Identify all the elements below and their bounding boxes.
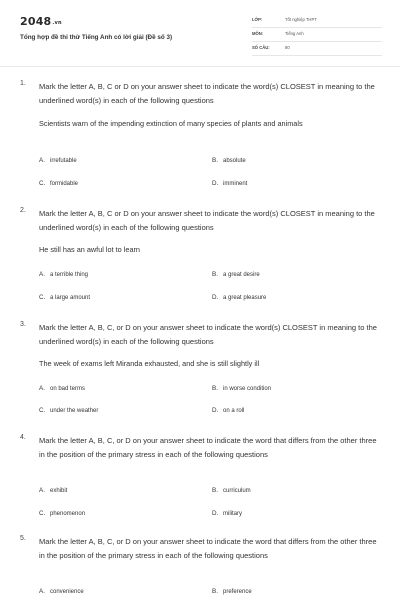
option-text: a terrible thing [50, 272, 89, 278]
option-text: in worse condition [223, 386, 272, 392]
option-d[interactable] [212, 510, 242, 517]
question-number: 1. [20, 80, 26, 87]
logo-suffix: .vn [52, 20, 62, 26]
question-sentence: He still has an awful lot to learn [39, 245, 140, 254]
option-text: phenomenon [50, 511, 86, 517]
meta-row-subject [252, 28, 382, 42]
option-letter: D. [212, 510, 219, 517]
option-text: imminent [223, 181, 248, 187]
meta-row-count [252, 42, 382, 56]
site-logo[interactable] [20, 15, 62, 28]
option-letter: A. [39, 271, 45, 278]
option-a[interactable] [39, 588, 84, 595]
meta-row-class [252, 14, 382, 28]
option-b[interactable] [212, 487, 251, 494]
question-instruction: Mark the letter A, B, C, or D on your answer sheet to indicate the word(s) CLOSEST in meaning to the underlined word(s) in each of the following questions [39, 323, 377, 346]
option-b[interactable] [212, 385, 271, 392]
header-divider [0, 66, 400, 67]
option-text: a large amount [50, 295, 91, 301]
option-letter: B. [212, 157, 218, 164]
option-b[interactable] [212, 157, 246, 164]
option-text: on bad terms [50, 386, 86, 392]
option-d[interactable] [212, 407, 244, 414]
option-letter: B. [212, 487, 218, 494]
option-c[interactable] [39, 180, 78, 187]
option-text: on a roll [223, 408, 245, 414]
option-text: exhibit [50, 488, 68, 494]
option-c[interactable] [39, 407, 98, 414]
document-header [0, 0, 400, 60]
option-text: a great pleasure [223, 295, 267, 301]
question-instruction: Mark the letter A, B, C or D on your answer sheet to indicate the word(s) CLOSEST in meaning to the underlined word(s) in each of the following questions [39, 209, 375, 232]
option-letter: C. [39, 180, 46, 187]
option-text: irrefutable [50, 158, 77, 164]
option-text: under the weather [50, 408, 99, 414]
option-text: curriculum [223, 488, 251, 494]
option-letter: C. [39, 294, 46, 301]
question-number: 5. [20, 535, 26, 542]
option-letter: C. [39, 510, 46, 517]
option-letter: A. [39, 157, 45, 164]
option-letter: C. [39, 407, 46, 414]
option-d[interactable] [212, 180, 247, 187]
meta-key: MÔN: [252, 31, 264, 36]
meta-key: SỐ CÂU: [252, 45, 270, 50]
option-b[interactable] [212, 588, 252, 595]
option-text: preference [223, 589, 252, 595]
option-a[interactable] [39, 487, 67, 494]
option-b[interactable] [212, 271, 260, 278]
question-instruction: Mark the letter A, B, C, or D on your answer sheet to indicate the word that differs from the other three in the position of the primary stress in each of the following questions [39, 436, 377, 459]
logo-text: 2048 [20, 15, 52, 28]
question-sentence: Scientists warn of the impending extinction of many species of plants and animals [39, 119, 303, 128]
option-letter: A. [39, 385, 45, 392]
option-a[interactable] [39, 157, 77, 164]
option-a[interactable] [39, 271, 88, 278]
option-text: a great desire [223, 272, 260, 278]
meta-value: Tiếng Anh [285, 31, 304, 36]
option-d[interactable] [212, 294, 266, 301]
question-number: 3. [20, 321, 26, 328]
meta-value: Tốt nghiệp THPT [285, 17, 317, 22]
option-letter: D. [212, 180, 219, 187]
option-letter: D. [212, 294, 219, 301]
option-text: absolute [223, 158, 246, 164]
question-number: 2. [20, 207, 26, 214]
question-number: 4. [20, 434, 26, 441]
option-letter: B. [212, 588, 218, 595]
option-letter: D. [212, 407, 219, 414]
question-sentence: The week of exams left Miranda exhausted, and she is still slightly ill [39, 359, 260, 368]
meta-value: 80 [285, 45, 290, 50]
option-text: military [223, 511, 242, 517]
meta-key: LỚP: [252, 17, 263, 22]
option-a[interactable] [39, 385, 85, 392]
option-text: formidable [50, 181, 79, 187]
option-letter: A. [39, 487, 45, 494]
question-instruction: Mark the letter A, B, C or D on your answer sheet to indicate the word(s) CLOSEST in meaning to the underlined word(s) in each of the following questions [39, 82, 375, 105]
question-instruction: Mark the letter A, B, C, or D on your answer sheet to indicate the word that differs from the other three in the position of the primary stress in each of the following questions [39, 537, 377, 560]
document-title: Tổng hợp đề thi thử Tiếng Anh có lời giải (Đề số 3) [20, 34, 173, 41]
option-c[interactable] [39, 510, 85, 517]
option-c[interactable] [39, 294, 90, 301]
option-letter: B. [212, 385, 218, 392]
option-letter: B. [212, 271, 218, 278]
option-letter: A. [39, 588, 45, 595]
option-text: convenience [50, 589, 84, 595]
